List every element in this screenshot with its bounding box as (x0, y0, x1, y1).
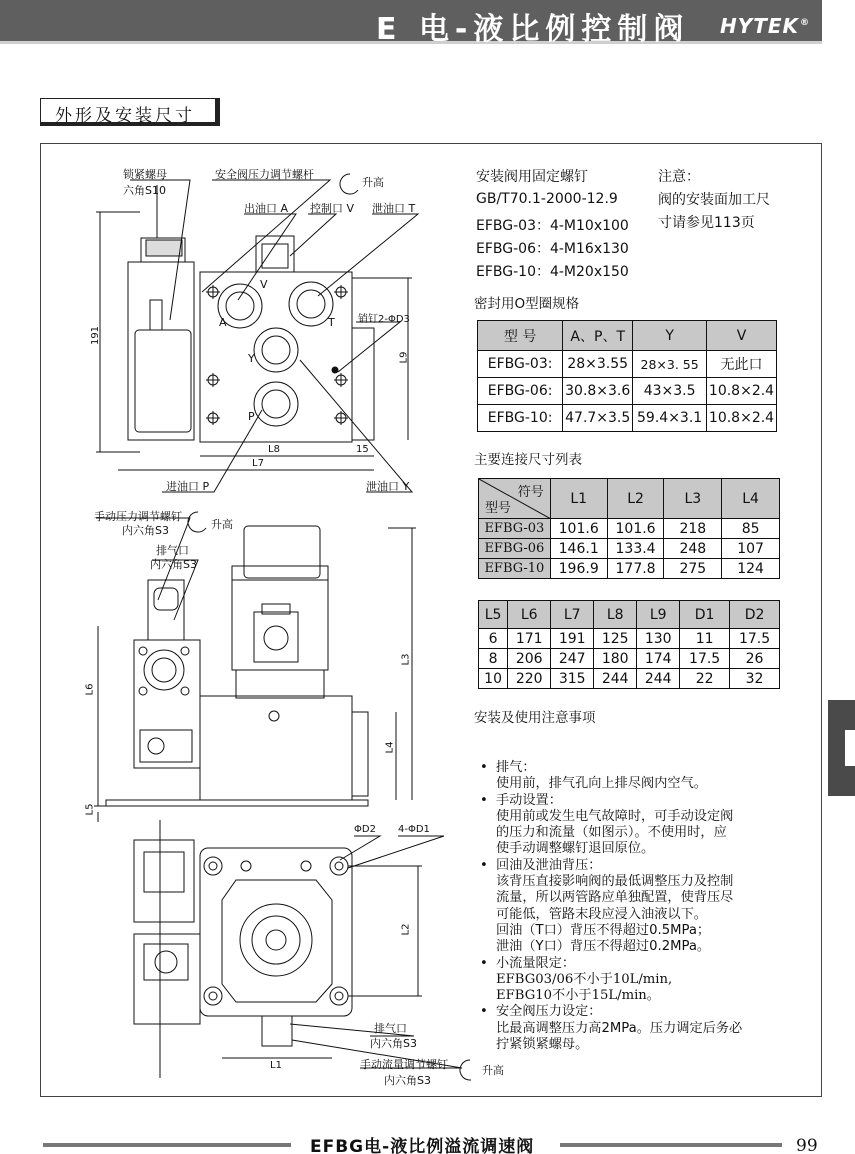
label-dim-15: 15 (356, 444, 369, 455)
table-cell: 218 (664, 519, 722, 539)
label-raise-3: 升高 (482, 1064, 504, 1077)
table-cell: 101.6 (607, 519, 664, 539)
table-cell: 28×3.55 (563, 351, 633, 378)
section-title: 外形及安装尺寸 (40, 98, 220, 126)
table-cell: 28×3. 55 (633, 351, 707, 378)
table-cell: 17.5 (680, 649, 730, 669)
table-cell: 26 (730, 649, 780, 669)
table-cell: 11 (680, 629, 730, 649)
note-item-line: 使用前，排气孔向上排尽阀内空气。 (496, 776, 707, 792)
bullet-dot: • (480, 955, 488, 971)
corner-top-label: 符号 (517, 485, 544, 500)
label-safety-screw: 安全阀压力调节螺杆 (215, 168, 314, 181)
page-number: 99 (796, 1136, 818, 1154)
notes-list (476, 760, 796, 1053)
label-port-v: 控制口 V (310, 202, 355, 215)
dims-table-2 (478, 600, 780, 689)
label-vent-2: 排气口 (374, 1022, 407, 1035)
label-inner-hex-s3-c: 内六角S3 (370, 1037, 417, 1050)
label-dim-l6: L6 (84, 683, 96, 696)
oring-table (477, 320, 777, 432)
table-cell: EFBG-10 (479, 559, 551, 579)
table-cell: EFBG-06 (479, 539, 551, 559)
label-raise-1: 升高 (362, 176, 384, 189)
label-manual-pressure: 手动压力调节螺钉 (94, 510, 182, 523)
label-drain-y: 泄油口 Y (366, 480, 410, 493)
table-header: V (707, 321, 777, 351)
brand-name: HYTEK (720, 14, 800, 38)
label-pin: 销钉2-ΦD3 (358, 314, 410, 325)
note-item-line: 泄油（Y口）背压不得超过0.2MPa。 (496, 939, 711, 955)
table-header: L4 (722, 479, 780, 519)
table-cell: 10 (479, 669, 508, 689)
note-item-line: 回油（T口）背压不得超过0.5MPa； (496, 922, 711, 938)
note-item-line: EFBG10不小于15L/min。 (496, 988, 660, 1004)
label-dim-l3: L3 (400, 653, 412, 666)
table-corner-cell (479, 479, 551, 519)
table-header: D2 (730, 601, 780, 629)
table-cell: EFBG-03: (478, 351, 563, 378)
table-cell: 196.9 (550, 559, 607, 579)
label-dim-l1: L1 (270, 1060, 282, 1071)
note-title: 注意： (658, 169, 700, 185)
note-item-head: 回油及泄油背压： (496, 857, 602, 873)
label-port-a-out: 出油口 A (244, 202, 289, 215)
note-item-head: 小流量限定： (496, 955, 576, 971)
table-header: L6 (508, 601, 551, 629)
table-header: Y (633, 321, 707, 351)
table-cell: 174 (637, 649, 680, 669)
screws-line: EFBG-06：4-M16x130 (476, 241, 629, 257)
table-cell: 10.8×2.4 (707, 378, 777, 405)
label-inlet-p: 进油口 P (166, 480, 210, 493)
notes-title: 安装及使用注意事项 (474, 710, 596, 726)
table-cell: 315 (551, 669, 594, 689)
table-cell: 206 (508, 649, 551, 669)
bullet-dot: • (480, 857, 488, 873)
label-port-t: 泄油口 T (372, 202, 416, 215)
label-lock-nut: 锁紧螺母 (123, 168, 167, 181)
table-cell: 8 (479, 649, 508, 669)
table-cell: 244 (594, 669, 637, 689)
label-letter-t: T (328, 316, 335, 329)
note-item-head: 排气： (496, 760, 536, 775)
screws-line: EFBG-10：4-M20x150 (476, 264, 629, 280)
label-letter-v: V (260, 278, 268, 291)
table-cell: 125 (594, 629, 637, 649)
note-line: 阀的安装面加工尺 (658, 192, 770, 208)
top-view (96, 174, 418, 492)
label-inner-hex-s3-d: 内六角S3 (384, 1074, 431, 1087)
label-dim-d2: ΦD2 (354, 824, 376, 835)
table-header: L3 (664, 479, 722, 519)
note-item (476, 793, 796, 858)
table-cell: 10.8×2.4 (707, 405, 777, 432)
screws-line: EFBG-03：4-M10x100 (476, 218, 629, 234)
table-cell: 244 (637, 669, 680, 689)
label-inner-hex-s3-b: 内六角S3 (150, 558, 197, 571)
table-cell: 171 (508, 629, 551, 649)
note-item (476, 956, 796, 1005)
screws-title: 安装阀用固定螺钉 (476, 169, 588, 185)
label-dim-l7: L7 (252, 458, 264, 469)
table-header: L5 (479, 601, 508, 629)
table-cell: 17.5 (730, 629, 780, 649)
label-dim-l2: L2 (400, 923, 412, 936)
table-header: L2 (607, 479, 664, 519)
table-cell: 275 (664, 559, 722, 579)
label-letter-y: Y (248, 352, 255, 365)
table-cell: EFBG-10: (478, 405, 563, 432)
label-dim-l8: L8 (268, 444, 280, 455)
table-cell: 247 (551, 649, 594, 669)
note-item (476, 760, 796, 793)
table-header: A、P、T (563, 321, 633, 351)
section-side-tab (828, 700, 855, 796)
label-hex-s10: 六角S10 (123, 184, 166, 197)
label-letter-a: A (219, 316, 227, 329)
note-item-line: 使手动调整螺钉退回原位。 (496, 841, 655, 857)
table-cell: 32 (730, 669, 780, 689)
table-cell: 22 (680, 669, 730, 689)
note-item-line: EFBG03/06不小于10L/min, (496, 971, 673, 987)
oring-title: 密封用O型圈规格 (474, 296, 580, 312)
table-cell: 177.8 (607, 559, 664, 579)
footer-rule-left (43, 1143, 291, 1147)
table-cell: 59.4×3.1 (633, 405, 707, 432)
note-item-line: 的压力和流量（如图示）。不使用时，应 (496, 825, 727, 841)
label-manual-flow: 手动流量调节螺钉 (360, 1058, 448, 1071)
label-dim-l9: L9 (398, 351, 410, 364)
table-header: L9 (637, 601, 680, 629)
note-item-head: 手动设置： (496, 792, 562, 808)
table-cell: 130 (637, 629, 680, 649)
table-cell: EFBG-03 (479, 519, 551, 539)
header-title: E 电-液比例控制阀 (376, 12, 690, 47)
table-cell: 47.7×3.5 (563, 405, 633, 432)
note-item-line: 比最高调整压力高2MPa。压力调定后务必 (496, 1020, 743, 1036)
table-header: L7 (551, 601, 594, 629)
table-cell: 248 (664, 539, 722, 559)
label-raise-2: 升高 (211, 518, 233, 531)
front-view (94, 512, 416, 822)
note-item-line: 可能低，管路末段应浸入油液以下。 (496, 906, 707, 922)
table-cell: 85 (722, 519, 780, 539)
valve-drawing (41, 144, 471, 1096)
note-item-line: 使用前或发生电气故障时，可手动设定阀 (496, 808, 734, 824)
label-letter-p: P (248, 410, 255, 423)
corner-bottom-label: 型号 (485, 501, 512, 516)
note-item-line: 该背压直接影响阀的最低调整压力及控制 (496, 874, 734, 890)
note-line: 寸请参见113页 (658, 215, 755, 231)
table-cell: 101.6 (550, 519, 607, 539)
screws-standard: GB/T70.1-2000-12.9 (476, 191, 618, 207)
footer-rule-right (560, 1143, 782, 1147)
bullet-dot: • (480, 1004, 488, 1020)
table-header: L1 (550, 479, 607, 519)
table-cell: 133.4 (607, 539, 664, 559)
footer-title: EFBG电-液比例溢流调速阀 (310, 1137, 535, 1154)
bullet-dot: • (480, 760, 488, 775)
table-cell: 124 (722, 559, 780, 579)
table-header: D1 (680, 601, 730, 629)
note-item (476, 1004, 796, 1053)
page-header (0, 0, 822, 47)
label-dim-l5: L5 (84, 803, 96, 816)
registered-mark: ® (800, 18, 811, 29)
label-dim-d1: 4-ΦD1 (398, 824, 430, 835)
dims-title: 主要连接尺寸列表 (474, 452, 582, 468)
note-item (476, 858, 796, 956)
table-cell: 43×3.5 (633, 378, 707, 405)
dims-table-1 (478, 478, 780, 579)
side-tab-notch (845, 730, 855, 766)
table-cell: 107 (722, 539, 780, 559)
bullet-dot: • (480, 792, 488, 808)
brand-logo (720, 14, 810, 38)
label-dim-l4: L4 (384, 741, 396, 754)
table-cell: 6 (479, 629, 508, 649)
label-vent: 排气口 (156, 544, 189, 557)
note-item-line: 流量，所以两管路应单独配置，使背压尽 (496, 890, 734, 906)
table-cell: 146.1 (550, 539, 607, 559)
note-item-line: 拧紧锁紧螺母。 (496, 1037, 589, 1053)
table-cell: 无此口 (707, 351, 777, 378)
table-cell: 191 (551, 629, 594, 649)
note-item-head: 安全阀压力设定： (496, 1004, 602, 1020)
table-header: 型 号 (478, 321, 563, 351)
table-cell: 180 (594, 649, 637, 669)
table-cell: 220 (508, 669, 551, 689)
bottom-view (134, 820, 471, 1080)
label-inner-hex-s3-a: 内六角S3 (122, 524, 169, 537)
label-dim-191: 191 (90, 325, 102, 346)
table-cell: 30.8×3.6 (563, 378, 633, 405)
table-cell: EFBG-06: (478, 378, 563, 405)
table-header: L8 (594, 601, 637, 629)
